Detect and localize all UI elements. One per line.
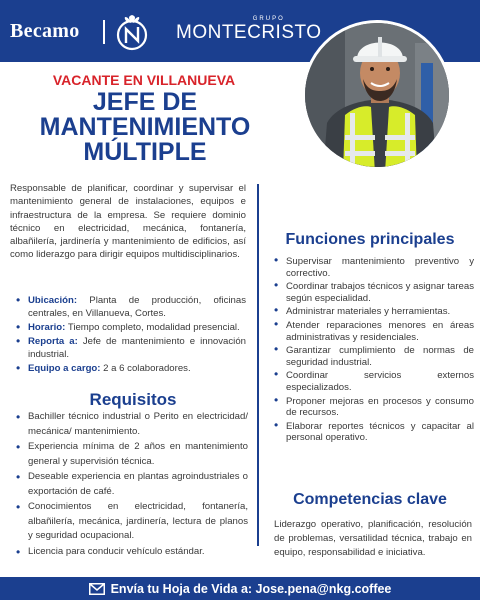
competencies-text: Liderazgo operativo, planificación, resolución de problemas, versatilidad técnica, trabajo en equipo, responsabilidad e iniciativa. bbox=[274, 519, 472, 558]
function-item: • Administrar materiales y herramientas. bbox=[274, 306, 474, 318]
detail-value: Tiempo completo, modalidad presencial. bbox=[67, 322, 240, 333]
function-item: • Coordinar trabajos técnicos y asignar tareas según especialidad. bbox=[274, 281, 474, 304]
requirement-item: • Experiencia mínima de 2 años en mantenimiento general y supervisión técnica. bbox=[16, 440, 248, 469]
becamo-logo: Becamo bbox=[10, 20, 80, 42]
worker-illustration bbox=[305, 23, 452, 170]
detail-reports-to bbox=[16, 335, 246, 361]
job-description: Responsable de planificar, coordinar y supervisar el mantenimiento general de instalaciones, equipos e infraestructura de la empresa. Se requiere dominio técnico en electricidad, mecánica, fontanería, albañilería, jardinería y mantenimiento de edificios, así como liderazgo para dirigir equipos multidisciplinarios. bbox=[10, 183, 246, 261]
requirement-item: • Licencia para conducir vehículo estándar. bbox=[16, 545, 248, 560]
requirement-item: • Bachiller técnico industrial o Perito en electricidad/ mecánica/ mantenimiento. bbox=[16, 410, 248, 439]
function-item: • Proponer mejoras en procesos y consumo de recursos. bbox=[274, 396, 474, 419]
montecristo-label: MONTECRISTO bbox=[176, 22, 322, 43]
job-details-list bbox=[16, 294, 246, 376]
detail-value: Jefe de mantenimiento e innovación industrial. bbox=[28, 336, 246, 360]
function-item: • Atender reparaciones menores en áreas administrativas y residenciales. bbox=[274, 320, 474, 343]
detail-schedule bbox=[16, 321, 246, 334]
job-title-line-3: MÚLTIPLE bbox=[83, 138, 207, 166]
grupo-montecristo-logo bbox=[176, 16, 322, 44]
detail-team bbox=[16, 362, 246, 375]
detail-label: Equipo a cargo: bbox=[28, 363, 101, 374]
job-title-line-1: JEFE DE bbox=[92, 88, 198, 116]
detail-label: Ubicación: bbox=[28, 295, 78, 306]
job-title-line-2: MANTENIMIENTO bbox=[39, 113, 251, 141]
detail-location bbox=[16, 294, 246, 320]
logo-divider bbox=[103, 20, 105, 44]
nkg-leaf-logo-icon bbox=[114, 15, 150, 51]
function-item: • Supervisar mantenimiento preventivo y correctivo. bbox=[274, 256, 474, 279]
detail-label: Reporta a: bbox=[28, 336, 78, 347]
detail-label: Horario: bbox=[28, 322, 66, 333]
requirement-item: • Conocimientos en electricidad, fontanería, albañilería, mecánica, jardinería, lectura de planos y seguridad ocupacional. bbox=[16, 500, 248, 544]
competencies-heading: Competencias clave bbox=[293, 491, 447, 508]
grupo-label: GRUPO bbox=[252, 16, 285, 22]
functions-list bbox=[274, 256, 474, 446]
apply-email-text[interactable]: Envía tu Hoja de Vida a: Jose.pena@nkg.coffee bbox=[110, 581, 392, 596]
functions-heading: Funciones principales bbox=[285, 231, 455, 248]
column-divider bbox=[257, 184, 259, 546]
requirements-list bbox=[16, 410, 248, 560]
function-item: • Garantizar cumplimiento de normas de seguridad industrial. bbox=[274, 345, 474, 368]
footer-bar bbox=[0, 577, 480, 600]
worker-photo bbox=[302, 20, 452, 170]
function-item: • Elaborar reportes técnicos y capacitar al personal operativo. bbox=[274, 421, 474, 444]
detail-value: 2 a 6 colaboradores. bbox=[103, 363, 191, 374]
requirements-heading: Requisitos bbox=[89, 390, 177, 409]
requirement-item: • Deseable experiencia en plantas agroindustriales o exportación de café. bbox=[16, 470, 248, 499]
vacancy-location-label: VACANTE EN VILLANUEVA bbox=[52, 72, 236, 88]
detail-value: Planta de producción, oficinas centrales, en Villanueva, Cortes. bbox=[28, 295, 247, 319]
mail-icon bbox=[89, 583, 105, 595]
job-title bbox=[0, 90, 290, 165]
function-item: • Coordinar servicios externos especializados. bbox=[274, 370, 474, 393]
